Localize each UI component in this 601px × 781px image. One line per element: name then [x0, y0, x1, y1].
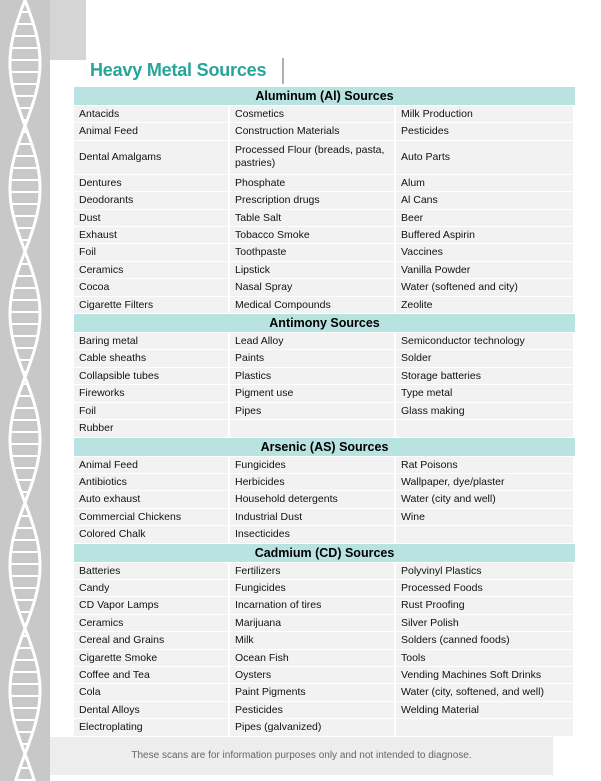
- table-cell: Medical Compounds: [230, 297, 394, 313]
- sources-table: [74, 87, 575, 737]
- table-row: [74, 509, 575, 526]
- table-row: [74, 175, 575, 192]
- table-row: [74, 244, 575, 261]
- table-row: [74, 350, 575, 367]
- table-cell: Milk Production: [396, 106, 573, 122]
- table-cell: Rat Poisons: [396, 457, 573, 473]
- table-cell: Water (city, softened, and well): [396, 684, 573, 700]
- table-cell: Lead Alloy: [230, 333, 394, 349]
- table-cell: Oysters: [230, 667, 394, 683]
- table-cell: Rust Proofing: [396, 597, 573, 613]
- table-cell: Dental Alloys: [74, 702, 228, 718]
- dna-helix-icon: [0, 0, 50, 781]
- table-row: [74, 106, 575, 123]
- table-cell: Cola: [74, 684, 228, 700]
- table-cell: Herbicides: [230, 474, 394, 490]
- table-cell: Pipes: [230, 403, 394, 419]
- header-gray-block: [50, 0, 86, 60]
- table-row: [74, 385, 575, 402]
- title-divider: [282, 58, 284, 84]
- table-cell: [396, 420, 573, 436]
- table-cell: Plastics: [230, 368, 394, 384]
- table-cell: Commercial Chickens: [74, 509, 228, 525]
- table-row: [74, 719, 575, 736]
- table-cell: Lipstick: [230, 262, 394, 278]
- table-row: [74, 474, 575, 491]
- table-cell: Exhaust: [74, 227, 228, 243]
- table-cell: Pigment use: [230, 385, 394, 401]
- table-cell: Pesticides: [396, 123, 573, 139]
- table-cell: Household detergents: [230, 491, 394, 507]
- table-cell: Incarnation of tires: [230, 597, 394, 613]
- table-cell: Water (softened and city): [396, 279, 573, 295]
- table-cell: Vanilla Powder: [396, 262, 573, 278]
- table-cell: Pipes (galvanized): [230, 719, 394, 735]
- disclaimer-footer: These scans are for information purposes only and not intended to diagnose.: [50, 737, 553, 775]
- table-cell: [396, 719, 573, 735]
- table-cell: Auto Parts: [396, 141, 573, 174]
- table-row: [74, 491, 575, 508]
- dna-helix-band: [0, 0, 50, 781]
- table-cell: Auto exhaust: [74, 491, 228, 507]
- table-cell: Collapsible tubes: [74, 368, 228, 384]
- section-heading: Arsenic (AS) Sources: [74, 438, 575, 456]
- table-cell: [230, 420, 394, 436]
- table-cell: Processed Flour (breads, pasta, pastries): [230, 141, 394, 174]
- table-cell: Industrial Dust: [230, 509, 394, 525]
- table-cell: Fertilizers: [230, 563, 394, 579]
- table-cell: Construction Materials: [230, 123, 394, 139]
- table-row: [74, 420, 575, 437]
- table-cell: Solders (canned foods): [396, 632, 573, 648]
- table-cell: Table Salt: [230, 210, 394, 226]
- table-cell: Antibiotics: [74, 474, 228, 490]
- table-cell: Polyvinyl Plastics: [396, 563, 573, 579]
- table-cell: Ceramics: [74, 262, 228, 278]
- table-cell: Phosphate: [230, 175, 394, 191]
- table-cell: Baring metal: [74, 333, 228, 349]
- table-cell: Nasal Spray: [230, 279, 394, 295]
- table-row: [74, 403, 575, 420]
- table-cell: Paint Pigments: [230, 684, 394, 700]
- table-row: [74, 262, 575, 279]
- table-cell: Dust: [74, 210, 228, 226]
- table-cell: Semiconductor technology: [396, 333, 573, 349]
- table-row: [74, 227, 575, 244]
- table-cell: Cocoa: [74, 279, 228, 295]
- table-cell: Foil: [74, 244, 228, 260]
- table-cell: Fireworks: [74, 385, 228, 401]
- table-row: [74, 615, 575, 632]
- table-row: [74, 702, 575, 719]
- table-cell: Fungicides: [230, 457, 394, 473]
- table-cell: Zeolite: [396, 297, 573, 313]
- table-cell: Tobacco Smoke: [230, 227, 394, 243]
- table-cell: Candy: [74, 580, 228, 596]
- table-cell: Foil: [74, 403, 228, 419]
- table-cell: Type metal: [396, 385, 573, 401]
- table-cell: Storage batteries: [396, 368, 573, 384]
- table-cell: Cigarette Filters: [74, 297, 228, 313]
- table-cell: Glass making: [396, 403, 573, 419]
- table-cell: Dentures: [74, 175, 228, 191]
- table-cell: Buffered Aspirin: [396, 227, 573, 243]
- table-cell: Milk: [230, 632, 394, 648]
- table-cell: Vaccines: [396, 244, 573, 260]
- table-row: [74, 279, 575, 296]
- table-row: [74, 333, 575, 350]
- table-cell: CD Vapor Lamps: [74, 597, 228, 613]
- table-cell: Pesticides: [230, 702, 394, 718]
- table-cell: Animal Feed: [74, 457, 228, 473]
- table-cell: Cigarette Smoke: [74, 650, 228, 666]
- table-row: [74, 192, 575, 209]
- table-cell: Fungicides: [230, 580, 394, 596]
- table-cell: Antacids: [74, 106, 228, 122]
- table-cell: Water (city and well): [396, 491, 573, 507]
- table-row: [74, 141, 575, 175]
- table-cell: Beer: [396, 210, 573, 226]
- table-cell: Processed Foods: [396, 580, 573, 596]
- table-cell: Cable sheaths: [74, 350, 228, 366]
- table-cell: Batteries: [74, 563, 228, 579]
- table-row: [74, 526, 575, 543]
- section-heading: Cadmium (CD) Sources: [74, 544, 575, 562]
- table-cell: Colored Chalk: [74, 526, 228, 542]
- table-cell: Animal Feed: [74, 123, 228, 139]
- table-cell: Dental Amalgams: [74, 141, 228, 174]
- table-cell: Welding Material: [396, 702, 573, 718]
- table-cell: Tools: [396, 650, 573, 666]
- table-row: [74, 597, 575, 614]
- table-cell: Cereal and Grains: [74, 632, 228, 648]
- table-row: [74, 580, 575, 597]
- table-row: [74, 368, 575, 385]
- table-cell: Ceramics: [74, 615, 228, 631]
- table-row: [74, 632, 575, 649]
- table-row: [74, 667, 575, 684]
- table-cell: Rubber: [74, 420, 228, 436]
- table-cell: [396, 526, 573, 542]
- table-row: [74, 210, 575, 227]
- section-heading: Antimony Sources: [74, 314, 575, 332]
- section-heading: Aluminum (Al) Sources: [74, 87, 575, 105]
- page-title: Heavy Metal Sources: [90, 60, 267, 80]
- table-cell: Insecticides: [230, 526, 394, 542]
- table-cell: Wallpaper, dye/plaster: [396, 474, 573, 490]
- table-cell: Vending Machines Soft Drinks: [396, 667, 573, 683]
- table-row: [74, 123, 575, 140]
- table-cell: Cosmetics: [230, 106, 394, 122]
- table-cell: Deodorants: [74, 192, 228, 208]
- table-cell: Solder: [396, 350, 573, 366]
- table-row: [74, 563, 575, 580]
- table-cell: Wine: [396, 509, 573, 525]
- table-cell: Al Cans: [396, 192, 573, 208]
- table-row: [74, 297, 575, 314]
- table-row: [74, 457, 575, 474]
- table-cell: Paints: [230, 350, 394, 366]
- table-cell: Ocean Fish: [230, 650, 394, 666]
- table-row: [74, 684, 575, 701]
- table-cell: Electroplating: [74, 719, 228, 735]
- table-cell: Toothpaste: [230, 244, 394, 260]
- table-cell: Prescription drugs: [230, 192, 394, 208]
- table-cell: Coffee and Tea: [74, 667, 228, 683]
- table-row: [74, 650, 575, 667]
- table-cell: Silver Polish: [396, 615, 573, 631]
- table-cell: Marijuana: [230, 615, 394, 631]
- table-cell: Alum: [396, 175, 573, 191]
